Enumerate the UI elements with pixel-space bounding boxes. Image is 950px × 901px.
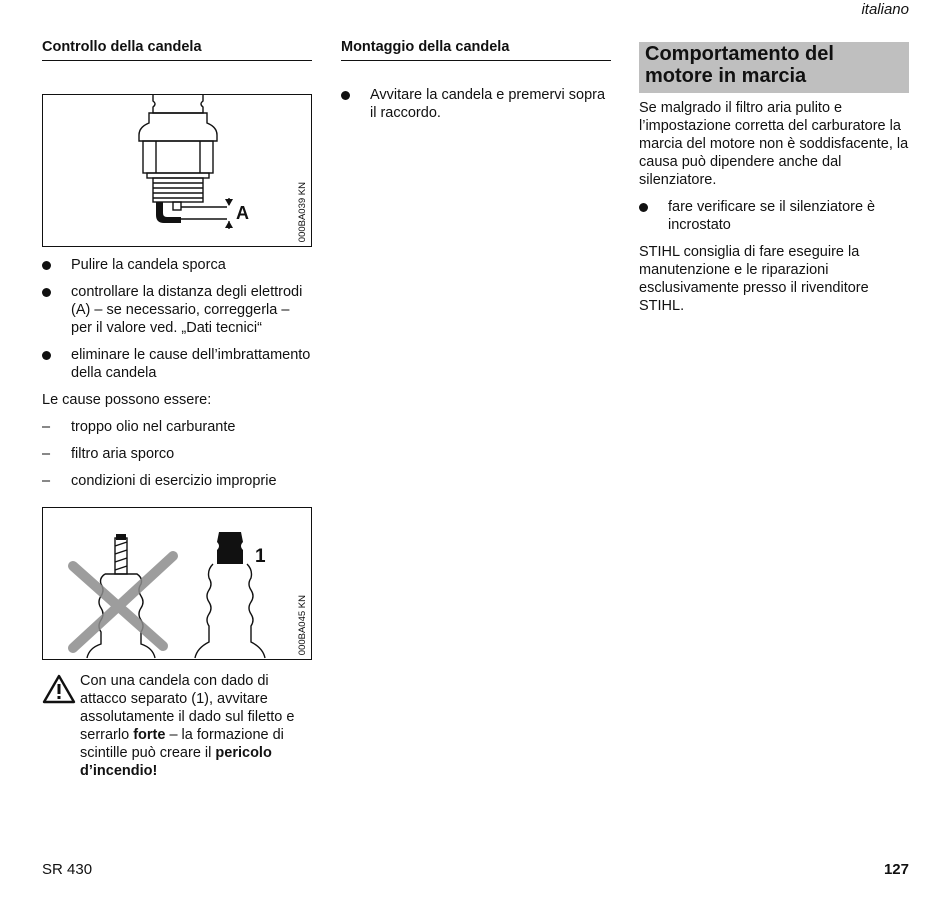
page-number: 127 — [883, 861, 909, 878]
paragraph: STIHL consiglia di fare eseguire la manutenzione e le riparazioni esclusivamente presso il rivenditore STIHL. — [639, 244, 869, 314]
list-item: Pulire la candela sporca — [42, 256, 312, 274]
bullet-icon — [42, 256, 51, 275]
list-item: controllare la distanza degli elettrodi (A) – se necessario, correggerla – per il valore ved. „Dati tecnici“ — [42, 283, 312, 337]
figure-code: 000BA039 KN — [297, 181, 308, 242]
warning-note: Con una candela con dado di attacco separato (1), avvitare assolutamente il dado sul filetto e serrarlo forte – la formazione di scintille può creare il pericolo d’incendio! — [42, 672, 312, 780]
causes-intro: Le cause possono essere: — [42, 392, 212, 408]
column-spark-plug-install — [341, 38, 611, 122]
dash-icon: – — [42, 446, 51, 462]
column-spark-plug-check — [42, 38, 312, 780]
list-item: – condizioni di esercizio improprie — [42, 473, 277, 489]
dash-icon: – — [42, 473, 51, 489]
list-item: Avvitare la candela e premervi sopra il raccordo. — [341, 86, 611, 122]
paragraph: Se malgrado il filtro aria pulito e l’impostazione corretta del carburatore la marcia del motore non è soddisfacente, la causa può dipendere anche dal silenziatore. — [639, 100, 909, 188]
section-heading: Controllo della candela — [42, 38, 312, 61]
section-heading: Montaggio della candela — [341, 38, 611, 61]
list-item: – filtro aria sporco — [42, 446, 175, 462]
bullet-icon — [639, 198, 648, 217]
plug-connector-figure — [42, 507, 312, 660]
nut-label: 1 — [255, 546, 266, 567]
plug-connector-illustration — [43, 508, 311, 659]
bullet-icon — [341, 86, 350, 105]
dash-icon: – — [42, 419, 51, 435]
warning-icon — [42, 674, 76, 704]
gap-label: A — [236, 203, 249, 223]
figure-code: 000BA045 KN — [297, 594, 308, 655]
language-label: italiano — [861, 1, 909, 18]
bullet-icon — [42, 283, 51, 302]
model-name: SR 430 — [42, 861, 93, 878]
list-item: – troppo olio nel carburante — [42, 419, 236, 435]
section-heading-box: Comportamento del motore in marcia — [639, 42, 909, 93]
spark-plug-figure — [42, 94, 312, 247]
bullet-icon — [42, 346, 51, 365]
list-item: fare verificare se il silenziatore è incrostato — [639, 198, 909, 234]
list-item: eliminare le cause dell’imbrattamento della candela — [42, 346, 312, 382]
column-engine-behavior — [639, 38, 909, 315]
spark-plug-illustration — [43, 95, 311, 246]
